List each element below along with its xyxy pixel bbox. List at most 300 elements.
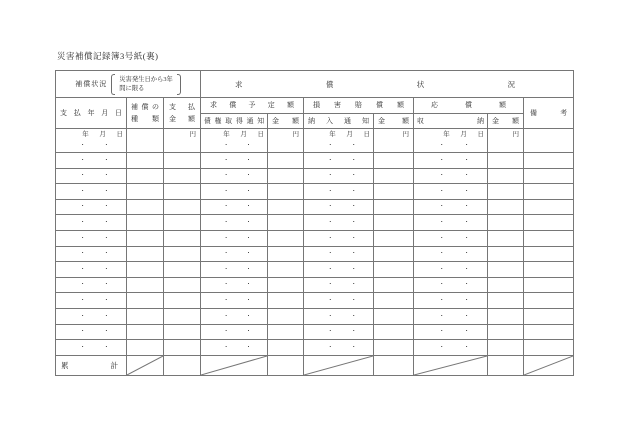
claim-notice-date-cell [201,215,268,231]
date-separator-dot: ・ [103,265,110,272]
claim-amount-cell [268,308,304,324]
group-header-damages: 損害賠償額 [304,98,414,114]
date-separator-dot: ・ [463,265,470,272]
diagonal-line [127,356,163,375]
claim-amount-cell [268,324,304,340]
payment-date-cell [56,184,127,200]
claim-amount-cell [268,246,304,262]
yen-unit-label: 円 [512,131,520,138]
compensation-type-cell [127,230,164,246]
date-separator-dot: ・ [439,265,445,272]
date-separator-dot: ・ [223,188,229,195]
damages-amount-cell [374,324,414,340]
date-separator-dot: ・ [103,156,110,163]
date-separator-dot: ・ [439,250,445,257]
remarks-cell [524,215,574,231]
date-separator-dot: ・ [439,203,445,210]
delivery-notice-date-cell [304,277,374,293]
date-separator-dot: ・ [103,188,110,195]
delivery-notice-date-cell [304,129,374,153]
damages-amount-cell [374,230,414,246]
date-separator-dot: ・ [463,188,470,195]
header-row-groups [56,98,574,114]
delivery-notice-date-cell [304,246,374,262]
receipt-date-cell [414,230,488,246]
date-separator-dot: ・ [245,219,252,226]
date-separator-dot: ・ [223,203,229,210]
date-separator-dot: ・ [79,142,86,149]
recompense-amount-cell [488,262,524,278]
payment-amount-cell [164,215,201,231]
date-separator-dot: ・ [103,142,110,149]
payment-date-cell [56,262,127,278]
date-separator-dot: ・ [223,219,229,226]
claim-notice-date-cell [201,262,268,278]
date-separator-dot: ・ [350,188,357,195]
date-separator-dot: ・ [223,156,229,163]
date-separator-dot: ・ [103,297,110,304]
total-label-cell [56,355,127,375]
date-separator-dot: ・ [327,312,334,319]
compensation-type-cell [127,168,164,184]
date-separator-dot: ・ [223,142,229,149]
remarks-cell [524,246,574,262]
date-separator-dot: ・ [103,234,110,241]
compensation-type-cell [127,308,164,324]
total-label: 累計 [61,360,118,370]
damages-amount-cell [374,168,414,184]
claim-notice-date-cell [201,246,268,262]
table-row [56,293,574,309]
remarks-cell [524,340,574,356]
payment-amount-cell [164,199,201,215]
payment-date-cell [56,277,127,293]
date-unit-label: 年 月 日 [443,131,485,138]
date-separator-dot: ・ [463,281,470,288]
receipt-date-cell [414,277,488,293]
date-separator-dot: ・ [79,250,86,257]
date-separator-dot: ・ [245,234,252,241]
date-separator-dot: ・ [245,188,252,195]
date-separator-dot: ・ [327,188,334,195]
date-separator-dot: ・ [327,250,334,257]
date-separator-dot: ・ [223,328,229,335]
date-separator-dot: ・ [79,156,86,163]
date-separator-dot: ・ [245,265,252,272]
date-separator-dot: ・ [245,328,252,335]
receipt-date-cell [414,308,488,324]
date-separator-dot: ・ [463,234,470,241]
date-separator-dot: ・ [79,265,86,272]
recompense-amount-cell [488,340,524,356]
remarks-cell [524,129,574,153]
col-header-compensation-type: 補償の 種類 [127,98,164,129]
payment-amount-cell [164,246,201,262]
delivery-notice-date-cell [304,215,374,231]
table-row [56,277,574,293]
delivery-notice-date-cell [304,153,374,169]
payment-date-cell [56,230,127,246]
date-separator-dot: ・ [463,297,470,304]
recompense-amount-cell [488,168,524,184]
recompense-amount-cell [488,293,524,309]
table-row [56,168,574,184]
date-unit-label: 年 月 日 [329,131,371,138]
date-separator-dot: ・ [327,203,334,210]
damages-amount-cell [374,293,414,309]
receipt-date-cell [414,184,488,200]
date-separator-dot: ・ [103,219,110,226]
receipt-date-cell [414,199,488,215]
claim-amount-cell [268,230,304,246]
date-separator-dot: ・ [350,203,357,210]
remarks-cell [524,308,574,324]
recompense-amount-cell [488,277,524,293]
date-separator-dot: ・ [439,297,445,304]
date-separator-dot: ・ [439,343,445,350]
delivery-notice-date-cell [304,262,374,278]
date-separator-dot: ・ [245,297,252,304]
compensation-type-cell [127,262,164,278]
table-row-units [56,129,574,153]
date-separator-dot: ・ [223,343,229,350]
payment-amount-cell [164,230,201,246]
date-separator-dot: ・ [463,219,470,226]
receipt-date-cell [414,293,488,309]
date-separator-dot: ・ [463,250,470,257]
date-separator-dot: ・ [463,343,470,350]
date-separator-dot: ・ [245,250,252,257]
date-separator-dot: ・ [245,281,252,288]
payment-date-cell [56,293,127,309]
date-separator-dot: ・ [463,328,470,335]
compensation-type-cell [127,277,164,293]
date-separator-dot: ・ [350,328,357,335]
date-separator-dot: ・ [327,234,334,241]
receipt-date-cell [414,262,488,278]
claim-amount-cell [268,277,304,293]
payment-amount-cell [164,262,201,278]
receipt-date-cell [414,129,488,153]
date-separator-dot: ・ [223,312,229,319]
date-separator-dot: ・ [463,203,470,210]
damages-amount-cell [374,262,414,278]
claim-amount-cell [268,184,304,200]
date-separator-dot: ・ [79,203,86,210]
date-separator-dot: ・ [350,156,357,163]
date-separator-dot: ・ [327,219,334,226]
total-damages-amount-cell [374,355,414,375]
total-recompense-amount-cell [488,355,524,375]
payment-date-cell [56,199,127,215]
date-separator-dot: ・ [327,172,334,179]
diagonal-strike-cell [127,355,164,375]
payment-amount-cell [164,184,201,200]
payment-date-cell [56,308,127,324]
payment-amount-cell [164,153,201,169]
damages-amount-cell [374,308,414,324]
compensation-record-table [55,70,574,376]
claim-notice-date-cell [201,230,268,246]
col-header-claim-acquisition-notice: 債権取得通知 [201,114,268,129]
recompense-amount-cell [488,215,524,231]
date-separator-dot: ・ [463,172,470,179]
delivery-notice-date-cell [304,230,374,246]
table-row [56,324,574,340]
claim-notice-date-cell [201,199,268,215]
receipt-date-cell [414,168,488,184]
date-separator-dot: ・ [223,281,229,288]
compensation-type-cell [127,340,164,356]
payment-date-cell [56,324,127,340]
remarks-cell [524,277,574,293]
table-row [56,340,574,356]
date-separator-dot: ・ [245,343,252,350]
date-separator-dot: ・ [245,142,252,149]
date-separator-dot: ・ [79,328,86,335]
remarks-cell [524,293,574,309]
diagonal-line [524,356,573,375]
delivery-notice-date-cell [304,308,374,324]
date-separator-dot: ・ [103,250,110,257]
claim-notice-date-cell [201,293,268,309]
date-separator-dot: ・ [245,203,252,210]
table-row [56,199,574,215]
payment-date-cell [56,340,127,356]
col-header-amount-damages: 金額 [374,114,414,129]
recompense-amount-cell [488,129,524,153]
date-separator-dot: ・ [463,156,470,163]
date-separator-dot: ・ [463,142,470,149]
recompense-amount-cell [488,184,524,200]
claim-amount-cell [268,129,304,153]
payment-date-cell [56,168,127,184]
recompense-amount-cell [488,308,524,324]
payment-amount-cell [164,324,201,340]
remarks-cell [524,199,574,215]
payment-date-cell [56,246,127,262]
total-payment-amount-cell [164,355,201,375]
table-row [56,215,574,231]
claim-amount-cell [268,215,304,231]
table-row [56,184,574,200]
date-separator-dot: ・ [245,172,252,179]
date-separator-dot: ・ [327,328,334,335]
date-separator-dot: ・ [103,281,110,288]
date-separator-dot: ・ [245,312,252,319]
date-unit-label: 年 月 日 [82,131,123,138]
diagonal-line [201,356,267,375]
receipt-date-cell [414,340,488,356]
damages-amount-cell [374,277,414,293]
date-separator-dot: ・ [79,234,86,241]
date-separator-dot: ・ [350,250,357,257]
diagonal-line [414,356,487,375]
date-separator-dot: ・ [223,297,229,304]
remarks-cell [524,184,574,200]
remarks-cell [524,230,574,246]
claim-notice-date-cell [201,277,268,293]
damages-amount-cell [374,184,414,200]
date-separator-dot: ・ [79,281,86,288]
receipt-date-cell [414,153,488,169]
damages-amount-cell [374,246,414,262]
date-separator-dot: ・ [223,250,229,257]
claim-notice-date-cell [201,340,268,356]
recompense-amount-cell [488,246,524,262]
date-separator-dot: ・ [439,188,445,195]
claim-notice-date-cell [201,153,268,169]
compensation-status-label: 補償状況 [75,80,108,88]
remarks-cell [524,168,574,184]
col-header-amount-claim: 金額 [268,114,304,129]
claim-notice-date-cell [201,129,268,153]
delivery-notice-date-cell [304,168,374,184]
date-separator-dot: ・ [79,219,86,226]
recompense-amount-cell [488,199,524,215]
damages-amount-cell [374,153,414,169]
compensation-type-cell [127,199,164,215]
date-separator-dot: ・ [103,328,110,335]
table-row [56,308,574,324]
date-separator-dot: ・ [350,219,357,226]
diagonal-strike-cell [414,355,488,375]
col-header-remarks: 備考 [524,98,574,129]
date-separator-dot: ・ [327,297,334,304]
diagonal-strike-cell [201,355,268,375]
claim-amount-cell [268,293,304,309]
header-row-status [56,71,574,98]
page-title: 災害補償記録簿3号紙(裏) [57,51,159,61]
payment-amount-cell [164,129,201,153]
claim-status-header [201,71,574,98]
claim-notice-date-cell [201,308,268,324]
receipt-date-cell [414,215,488,231]
payment-amount-cell [164,277,201,293]
payment-amount-cell [164,340,201,356]
col-header-payment-amount: 支払 金額 [164,98,201,129]
yen-unit-label: 円 [292,131,300,138]
date-separator-dot: ・ [350,343,357,350]
date-separator-dot: ・ [350,281,357,288]
claim-notice-date-cell [201,324,268,340]
col-header-amount-recompense: 金額 [488,114,524,129]
compensation-type-cell [127,293,164,309]
date-separator-dot: ・ [350,312,357,319]
table-row [56,153,574,169]
col-header-payment-date: 支払年月日 [56,98,127,129]
date-separator-dot: ・ [439,234,445,241]
date-separator-dot: ・ [463,312,470,319]
remarks-cell [524,153,574,169]
diagonal-strike-cell [304,355,374,375]
recompense-amount-cell [488,230,524,246]
claim-amount-cell [268,262,304,278]
delivery-notice-date-cell [304,199,374,215]
date-separator-dot: ・ [439,142,445,149]
date-separator-dot: ・ [439,172,445,179]
date-separator-dot: ・ [327,343,334,350]
delivery-notice-date-cell [304,324,374,340]
claim-status-label: 求償状況 [235,79,516,89]
compensation-type-cell [127,184,164,200]
date-separator-dot: ・ [103,343,110,350]
date-separator-dot: ・ [327,156,334,163]
payment-date-cell [56,153,127,169]
date-separator-dot: ・ [103,203,110,210]
delivery-notice-date-cell [304,340,374,356]
compensation-type-cell [127,246,164,262]
compensation-type-cell [127,215,164,231]
compensation-type-cell [127,324,164,340]
group-header-recompense: 応償額 [414,98,524,114]
table-row [56,262,574,278]
date-separator-dot: ・ [439,281,445,288]
damages-amount-cell [374,129,414,153]
date-separator-dot: ・ [327,142,334,149]
table-row [56,246,574,262]
date-separator-dot: ・ [327,281,334,288]
date-separator-dot: ・ [439,312,445,319]
payment-amount-cell [164,168,201,184]
payment-amount-cell [164,308,201,324]
date-separator-dot: ・ [79,188,86,195]
recompense-amount-cell [488,324,524,340]
delivery-notice-date-cell [304,293,374,309]
claim-notice-date-cell [201,168,268,184]
date-separator-dot: ・ [350,234,357,241]
date-separator-dot: ・ [350,265,357,272]
payment-date-cell [56,215,127,231]
payment-amount-cell [164,293,201,309]
claim-amount-cell [268,199,304,215]
total-row [56,355,574,375]
date-separator-dot: ・ [350,297,357,304]
damages-amount-cell [374,215,414,231]
date-separator-dot: ・ [223,172,229,179]
claim-notice-date-cell [201,184,268,200]
date-separator-dot: ・ [103,172,110,179]
date-separator-dot: ・ [350,142,357,149]
date-separator-dot: ・ [103,312,110,319]
receipt-date-cell [414,246,488,262]
date-separator-dot: ・ [79,172,86,179]
date-separator-dot: ・ [350,172,357,179]
remarks-cell [524,262,574,278]
left-bracket-icon [111,74,115,95]
date-separator-dot: ・ [79,343,86,350]
diagonal-line [304,356,373,375]
compensation-status-header [56,71,201,98]
date-separator-dot: ・ [327,265,334,272]
claim-amount-cell [268,153,304,169]
date-separator-dot: ・ [79,297,86,304]
diagonal-strike-cell [524,355,574,375]
date-separator-dot: ・ [245,156,252,163]
compensation-type-cell [127,153,164,169]
date-separator-dot: ・ [439,328,445,335]
recompense-amount-cell [488,153,524,169]
delivery-notice-date-cell [304,184,374,200]
date-separator-dot: ・ [223,234,229,241]
receipt-date-cell [414,324,488,340]
payment-date-cell [56,129,127,153]
table-row [56,230,574,246]
damages-amount-cell [374,199,414,215]
remarks-cell [524,324,574,340]
date-unit-label: 年 月 日 [223,131,265,138]
group-header-claim-planned: 求償予定額 [201,98,304,114]
